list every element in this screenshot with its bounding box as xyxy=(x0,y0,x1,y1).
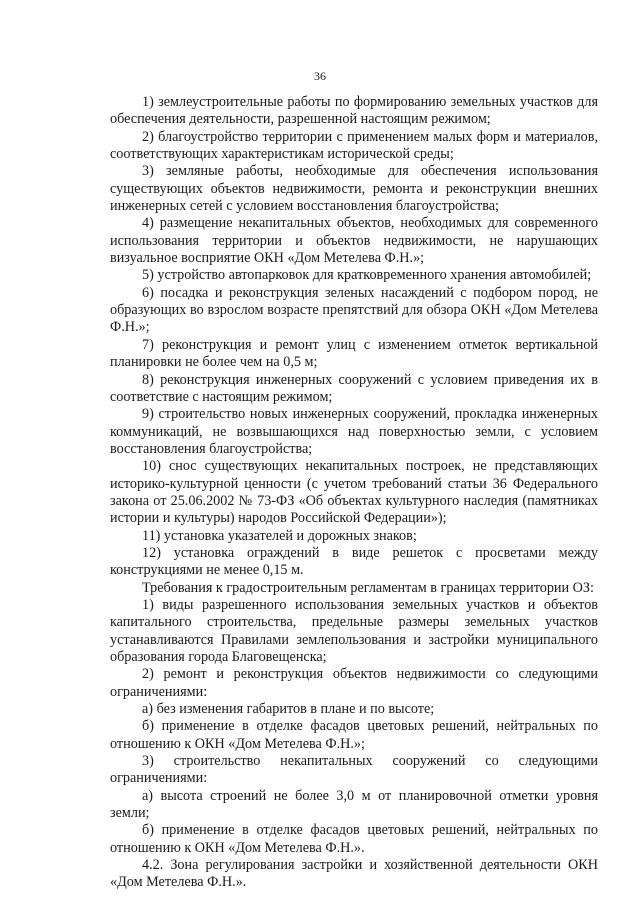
paragraph: 2) благоустройство территории с применением малых форм и материалов, соответствующих характеристикам исторической среды; xyxy=(110,128,598,163)
paragraph: 11) установка указателей и дорожных знаков; xyxy=(142,527,417,544)
paragraph: 12) установка ограждений в виде решеток с просветами между конструкциями не менее 0,15 м. xyxy=(110,544,598,579)
paragraph: б) применение в отделке фасадов цветовых решений, нейтральных по отношению к ОКН «Дом Метелева Ф.Н.». xyxy=(110,822,598,856)
paragraph: 3) земляные работы, необходимые для обеспечения использования существующих объектов недвижимости, ремонта и реконструкции внешних инженерных сетей с условием восстановления благоустройства; xyxy=(110,163,598,215)
paragraph: 9) строительство новых инженерных сооружений, прокладка инженерных коммуникаций, не возвышающихся над поверхностью земли, с условием восстановления благоустройства; xyxy=(110,406,598,457)
paragraph: 6) посадка и реконструкция зеленых насаждений с подбором пород, не образующих во взрослом возрасте препятствий для обзора ОКН «Дом Метелева Ф.Н.»; xyxy=(110,284,598,336)
section-requirements-heading: Требования к градостроительным регламентам в границах территории ОЗ: xyxy=(142,579,594,596)
paragraph: 7) реконструкция и ремонт улиц с изменением отметок вертикальной планировки не более чем на 0,5 м; xyxy=(110,336,598,371)
paragraph: 3) строительство некапитальных сооружений со следующими ограничениями: xyxy=(110,753,598,787)
paragraph: а) без изменения габаритов в плане и по высоте; xyxy=(142,701,435,718)
paragraph: 10) снос существующих некапитальных построек, не представляющих историко-культурной ценности (с учетом требований статьи 36 Федерального закона от 25.06.2002 № 73-ФЗ «Об объектах культурного наследия (памятниках истории и культуры) народов Российской Федерации»); xyxy=(110,458,598,527)
paragraph: а) высота строений не более 3,0 м от планировочной отметки уровня земли; xyxy=(110,787,598,822)
paragraph: б) применение в отделке фасадов цветовых решений, нейтральных по отношению к ОКН «Дом Метелева Ф.Н.»; xyxy=(110,718,598,752)
paragraph: 4) размещение некапитальных объектов, необходимых для современного использования территории и объектов недвижимости, не нарушающих визуальное восприятие ОКН «Дом Метелева Ф.Н.»; xyxy=(110,215,598,267)
paragraph: 1) виды разрешенного использования земельных участков и объектов капитального строительства, предельные размеры земельных участков устанавливаются Правилами землепользования и застройки муниципального образования города Благовещенска; xyxy=(110,596,598,665)
section-heading: 4.2. Зона регулирования застройки и хозяйственной деятельности ОКН «Дом Метелева Ф.Н.». xyxy=(110,857,598,891)
document-body xyxy=(110,94,598,892)
paragraph: 2) ремонт и реконструкция объектов недвижимости со следующими ограничениями: xyxy=(110,666,598,700)
paragraph: 1) землеустроительные работы по формированию земельных участков для обеспечения деятельности, разрешенной настоящим режимом; xyxy=(110,94,598,128)
page-number: 36 xyxy=(314,69,326,83)
paragraph: 8) реконструкция инженерных сооружений с условием приведения их в соответствие с настоящим режимом; xyxy=(110,371,598,405)
paragraph: 5) устройство автопарковок для кратковременного хранения автомобилей; xyxy=(142,267,592,284)
